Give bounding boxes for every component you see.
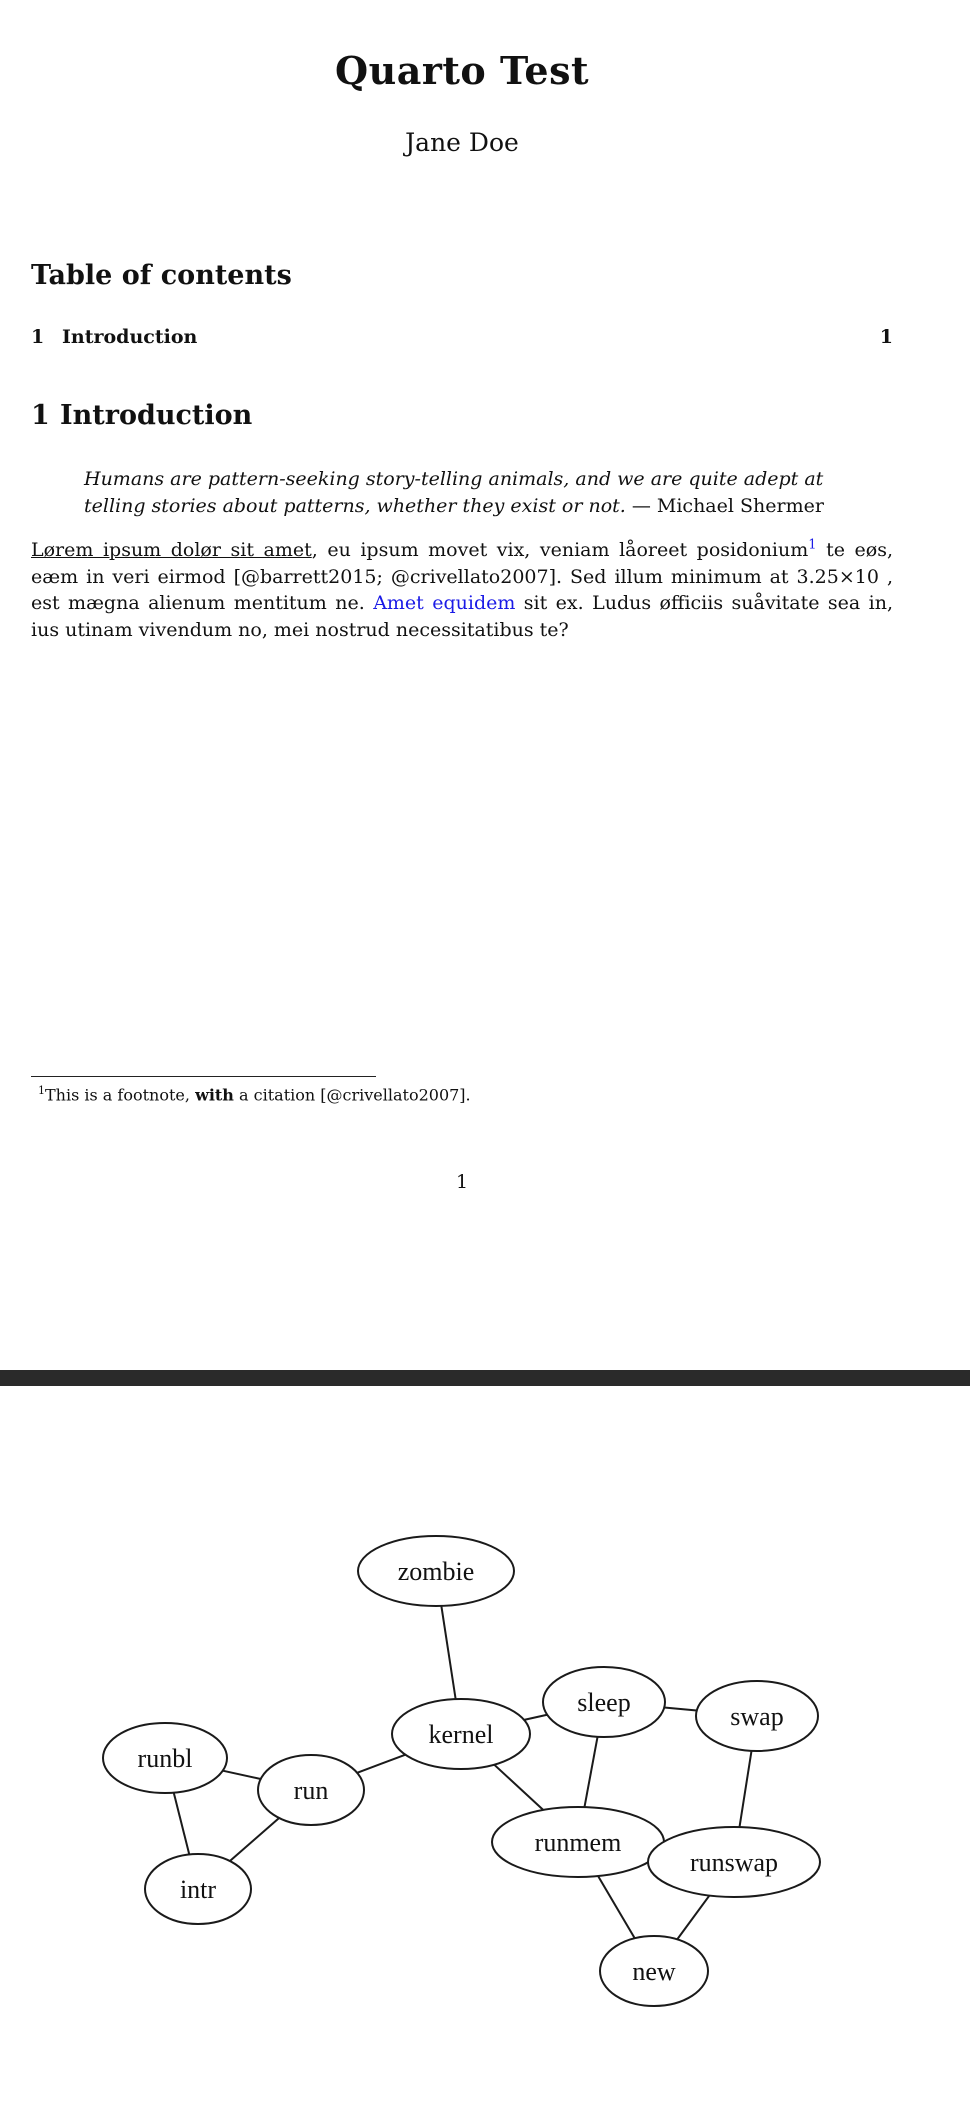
edge-swap-runswap bbox=[740, 1751, 752, 1827]
process-state-graph bbox=[0, 1386, 970, 2124]
graph-node-zombie bbox=[358, 1536, 514, 1606]
footnote bbox=[38, 1080, 898, 1106]
graph-node-runbl bbox=[103, 1723, 227, 1793]
edge-sleep-runmem bbox=[584, 1737, 597, 1807]
body-paragraph bbox=[31, 537, 893, 643]
node-label-run: run bbox=[293, 1776, 329, 1805]
section-title: Introduction bbox=[60, 400, 253, 431]
node-label-intr: intr bbox=[179, 1875, 217, 1904]
paragraph-text-3: sit ex. Ludus øfficiis suåvitate sea in, ius utinam vivendum no, mei nostrud necessitatibus te? bbox=[31, 592, 893, 641]
footnote-reference-link[interactable]: 1 bbox=[808, 537, 817, 553]
edge-runbl-run bbox=[223, 1771, 261, 1779]
paragraph-text-1: , eu ipsum movet vix, veniam låoreet posidonium bbox=[311, 539, 809, 561]
graph-node-swap bbox=[696, 1681, 818, 1751]
graph-node-sleep bbox=[543, 1667, 665, 1737]
section-heading-introduction bbox=[31, 400, 252, 431]
footnote-marker: 1 bbox=[38, 1084, 45, 1097]
footnote-bold-text: with bbox=[195, 1085, 234, 1105]
paragraph-text-2: te eøs, eæm in veri eirmod [@barrett2015; @crivellato2007]. Sed illum minimum at 3.25×10 , est mægna alienum mentitum ne. bbox=[31, 539, 893, 614]
edge-run-intr bbox=[230, 1818, 279, 1861]
node-label-runmem: runmem bbox=[534, 1828, 622, 1857]
node-label-kernel: kernel bbox=[428, 1720, 494, 1749]
graph-node-new bbox=[600, 1936, 708, 2006]
section-number: 1 bbox=[31, 400, 50, 431]
toc-entry-label: Introduction bbox=[62, 326, 198, 348]
footnote-divider bbox=[31, 1076, 376, 1077]
blockquote bbox=[84, 466, 874, 520]
edge-runmem-new bbox=[598, 1876, 635, 1938]
edge-kernel-sleep bbox=[524, 1715, 547, 1720]
edge-kernel-run bbox=[357, 1755, 405, 1773]
node-label-runswap: runswap bbox=[689, 1848, 779, 1877]
page-divider bbox=[0, 1370, 970, 1387]
graph-node-intr bbox=[145, 1854, 251, 1924]
toc-entry-page: 1 bbox=[879, 326, 893, 348]
edge-runswap-new bbox=[677, 1896, 709, 1940]
graph-node-runswap bbox=[648, 1827, 820, 1897]
node-label-swap: swap bbox=[730, 1702, 784, 1731]
toc-entry-number: 1 bbox=[31, 326, 45, 348]
quote-text: Humans are pattern-seeking story-telling animals, and we are quite adept at telling stories about patterns, whether they exist or not. bbox=[84, 468, 824, 517]
edge-zombie-kernel bbox=[441, 1606, 455, 1699]
node-label-new: new bbox=[632, 1957, 676, 1986]
underlined-text: Lørem ipsum dolør sit amet bbox=[31, 539, 312, 561]
edge-sleep-swap bbox=[664, 1708, 697, 1711]
footnote-text-before: This is a footnote, bbox=[45, 1085, 196, 1105]
node-label-runbl: runbl bbox=[137, 1744, 193, 1773]
graph-node-runmem bbox=[492, 1807, 664, 1877]
document-title: Quarto Test bbox=[334, 48, 590, 93]
toc-heading: Table of contents bbox=[31, 260, 292, 291]
graph-nodes bbox=[103, 1536, 820, 2006]
footnote-text-after: a citation [@crivellato2007]. bbox=[233, 1085, 471, 1105]
graph-node-kernel bbox=[392, 1699, 530, 1769]
graph-node-run bbox=[258, 1755, 364, 1825]
amet-equidem-link[interactable]: Amet equidem bbox=[373, 592, 516, 614]
page-2 bbox=[0, 1386, 970, 2124]
node-label-zombie: zombie bbox=[397, 1557, 475, 1586]
document-author: Jane Doe bbox=[405, 128, 519, 157]
quote-attribution: — Michael Shermer bbox=[631, 495, 824, 517]
node-label-sleep: sleep bbox=[577, 1688, 631, 1717]
edge-runbl-intr bbox=[174, 1793, 190, 1855]
graph-edges bbox=[174, 1606, 752, 1939]
toc-entry-introduction[interactable] bbox=[31, 326, 893, 348]
edge-kernel-runmem bbox=[494, 1765, 543, 1810]
page-number: 1 bbox=[455, 1171, 469, 1193]
